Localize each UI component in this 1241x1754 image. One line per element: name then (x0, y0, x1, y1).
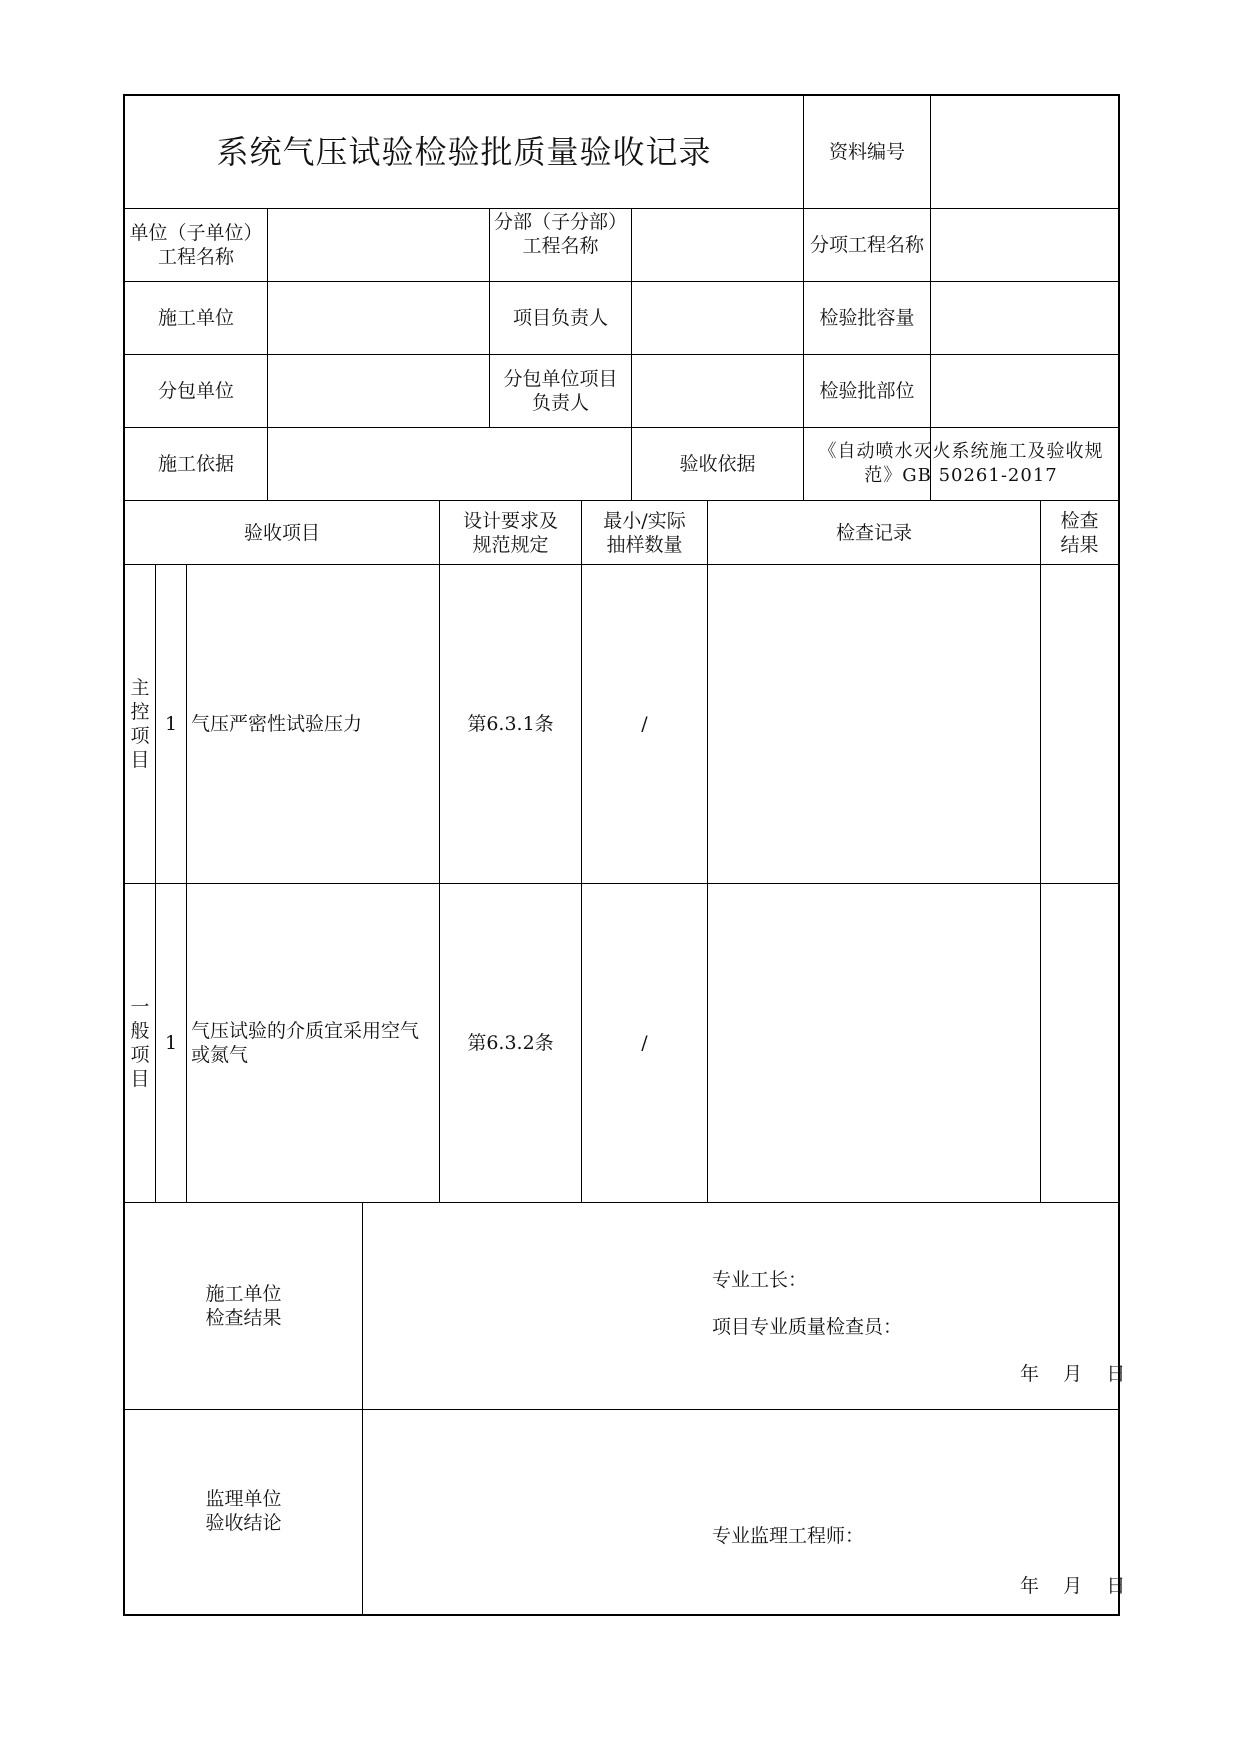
contractor-date[interactable]: 年 月 日 (1020, 1363, 1126, 1385)
supervisor-date[interactable]: 年 月 日 (1020, 1575, 1126, 1597)
construction-basis-label: 施工依据 (157, 453, 234, 475)
main-item-result[interactable] (1041, 565, 1118, 883)
sub-division-label: 分部（子分部） 工程名称 (493, 211, 627, 257)
supervising-engineer-signature[interactable]: 专业监理工程师： (712, 1525, 865, 1547)
general-item-record[interactable] (708, 884, 1040, 1202)
main-item-record[interactable] (708, 565, 1040, 883)
general-item-name: 气压试验的介质宜采用空气 或氮气 (191, 1020, 420, 1066)
doc-number-field[interactable] (931, 96, 1118, 208)
acceptance-record-form (123, 94, 1126, 1616)
contractor-check-label: 施工单位 检查结果 (205, 1283, 282, 1329)
batch-capacity-field[interactable] (931, 282, 1118, 354)
contractor-label: 施工单位 (157, 307, 234, 329)
batch-location-label: 检验批部位 (819, 380, 915, 402)
acceptance-basis-value: 《自动喷水灭火系统施工及验收规范》GB 50261-2017 (818, 441, 1104, 486)
batch-capacity-label: 检验批容量 (819, 307, 915, 329)
quality-inspector-signature[interactable]: 项目专业质量检查员： (712, 1316, 903, 1338)
header-item: 验收项目 (243, 521, 320, 544)
main-item-no: 1 (164, 713, 178, 735)
main-item-clause: 第6.3.1条 (467, 713, 554, 735)
main-item-sample: / (641, 713, 648, 735)
construction-basis-field[interactable] (268, 428, 631, 500)
general-item-sample: / (641, 1032, 648, 1054)
project-manager-label: 项目负责人 (512, 307, 608, 329)
header-record: 检查记录 (835, 521, 912, 544)
foreman-signature[interactable]: 专业工长： (712, 1269, 808, 1291)
subcontractor-manager-field[interactable] (632, 355, 803, 427)
unit-name-field[interactable] (268, 209, 489, 281)
header-design: 设计要求及 规范规定 (462, 509, 558, 556)
batch-location-field[interactable] (931, 355, 1118, 427)
subcontractor-field[interactable] (268, 355, 489, 427)
general-group-label: 一 般 项 目 (130, 996, 150, 1090)
general-item-no: 1 (164, 1032, 178, 1054)
main-item-name: 气压严密性试验压力 (191, 713, 363, 735)
contractor-field[interactable] (268, 282, 489, 354)
form-title: 系统气压试验检验批质量验收记录 (216, 133, 712, 171)
header-sample: 最小/实际 抽样数量 (603, 509, 686, 556)
unit-name-label: 单位（子单位） 工程名称 (129, 222, 263, 268)
sub-item-label: 分项工程名称 (809, 234, 924, 256)
general-item-clause: 第6.3.2条 (467, 1032, 554, 1054)
sub-division-field[interactable] (632, 209, 803, 281)
project-manager-field[interactable] (632, 282, 803, 354)
acceptance-basis-label: 验收依据 (679, 453, 756, 475)
main-control-group-label: 主 控 项 目 (130, 677, 150, 771)
header-result: 检查 结果 (1060, 509, 1099, 556)
doc-number-label: 资料编号 (828, 141, 905, 163)
subcontractor-label: 分包单位 (157, 380, 234, 402)
sub-item-field[interactable] (931, 209, 1118, 281)
supervisor-check-label: 监理单位 验收结论 (205, 1488, 282, 1534)
general-item-result[interactable] (1041, 884, 1118, 1202)
subcontractor-manager-label: 分包单位项目 负责人 (503, 368, 618, 414)
